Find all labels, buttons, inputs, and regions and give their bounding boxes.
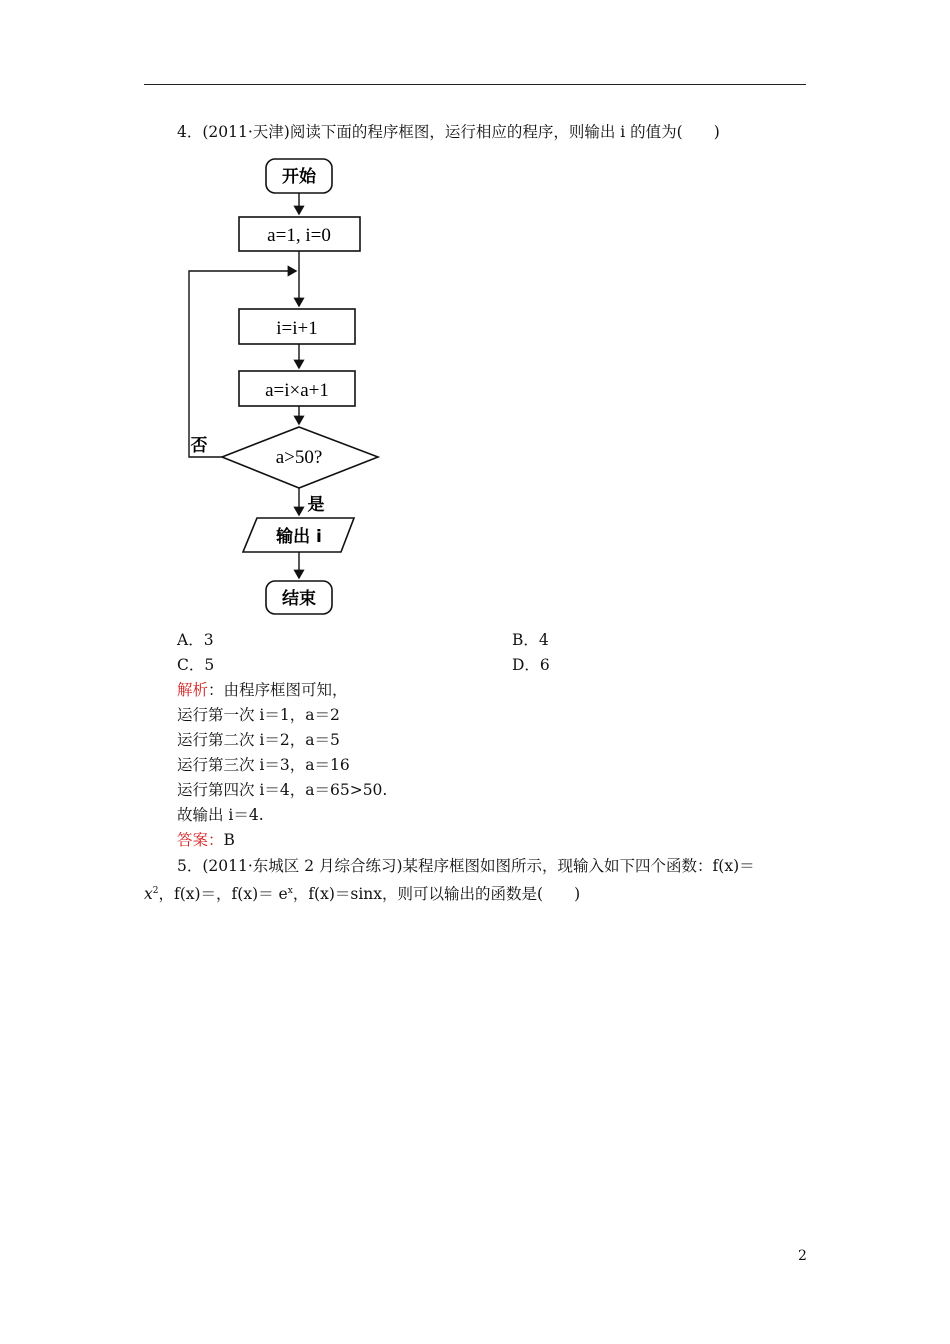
q5-sup: 2	[152, 886, 159, 896]
program-flowchart	[175, 150, 395, 620]
question5-line1: 5．(2011·东城区 2 月综合练习)某程序框图如图所示，现输入如下四个函数：f(x)＝	[177, 857, 755, 875]
analysis-label: 解析	[177, 681, 209, 699]
q5-x: x	[144, 885, 153, 904]
analysis-step: 运行第四次 i＝4，a＝65>50.	[177, 781, 388, 799]
answer-value: B	[223, 831, 235, 849]
analysis-heading	[177, 680, 348, 700]
analysis-step: 运行第三次 i＝3，a＝16	[177, 756, 350, 774]
answer-label: 答案：	[177, 831, 224, 849]
q5-sup2: x	[287, 886, 293, 896]
analysis-conclusion: 故输出 i＝4.	[177, 806, 264, 824]
no-label: 否	[190, 436, 208, 456]
option-b: B．4	[512, 631, 549, 649]
output-label: 输出 i	[276, 527, 322, 547]
analysis-step: 运行第二次 i＝2，a＝5	[177, 731, 340, 749]
question5-line2	[144, 881, 580, 904]
loop-back-arrow	[189, 271, 296, 457]
q5-mid: ，f(x)＝，f(x)＝ e	[158, 885, 288, 904]
q5-end: ，f(x)＝sinx，则可以输出的函数是( )	[292, 885, 581, 904]
option-a: A．3	[177, 631, 214, 649]
end-label: 结束	[282, 589, 316, 609]
option-c: C．5	[177, 656, 215, 674]
increment-label: i=i+1	[276, 318, 318, 339]
answer-line	[177, 830, 235, 850]
init-label: a=1, i=0	[267, 225, 331, 246]
analysis-intro: ：由程序框图可知，	[208, 681, 348, 699]
option-d: D．6	[512, 656, 550, 674]
question4-stem: 4．(2011·天津)阅读下面的程序框图，运行相应的程序，则输出 i 的值为( )	[177, 123, 720, 141]
page-number: 2	[798, 1248, 807, 1264]
decision-label: a>50?	[275, 447, 323, 468]
yes-label: 是	[307, 495, 325, 515]
analysis-step: 运行第一次 i＝1，a＝2	[177, 706, 340, 724]
header-rule	[144, 84, 806, 85]
update-label: a=i×a+1	[265, 380, 329, 401]
start-label: 开始	[282, 167, 316, 187]
